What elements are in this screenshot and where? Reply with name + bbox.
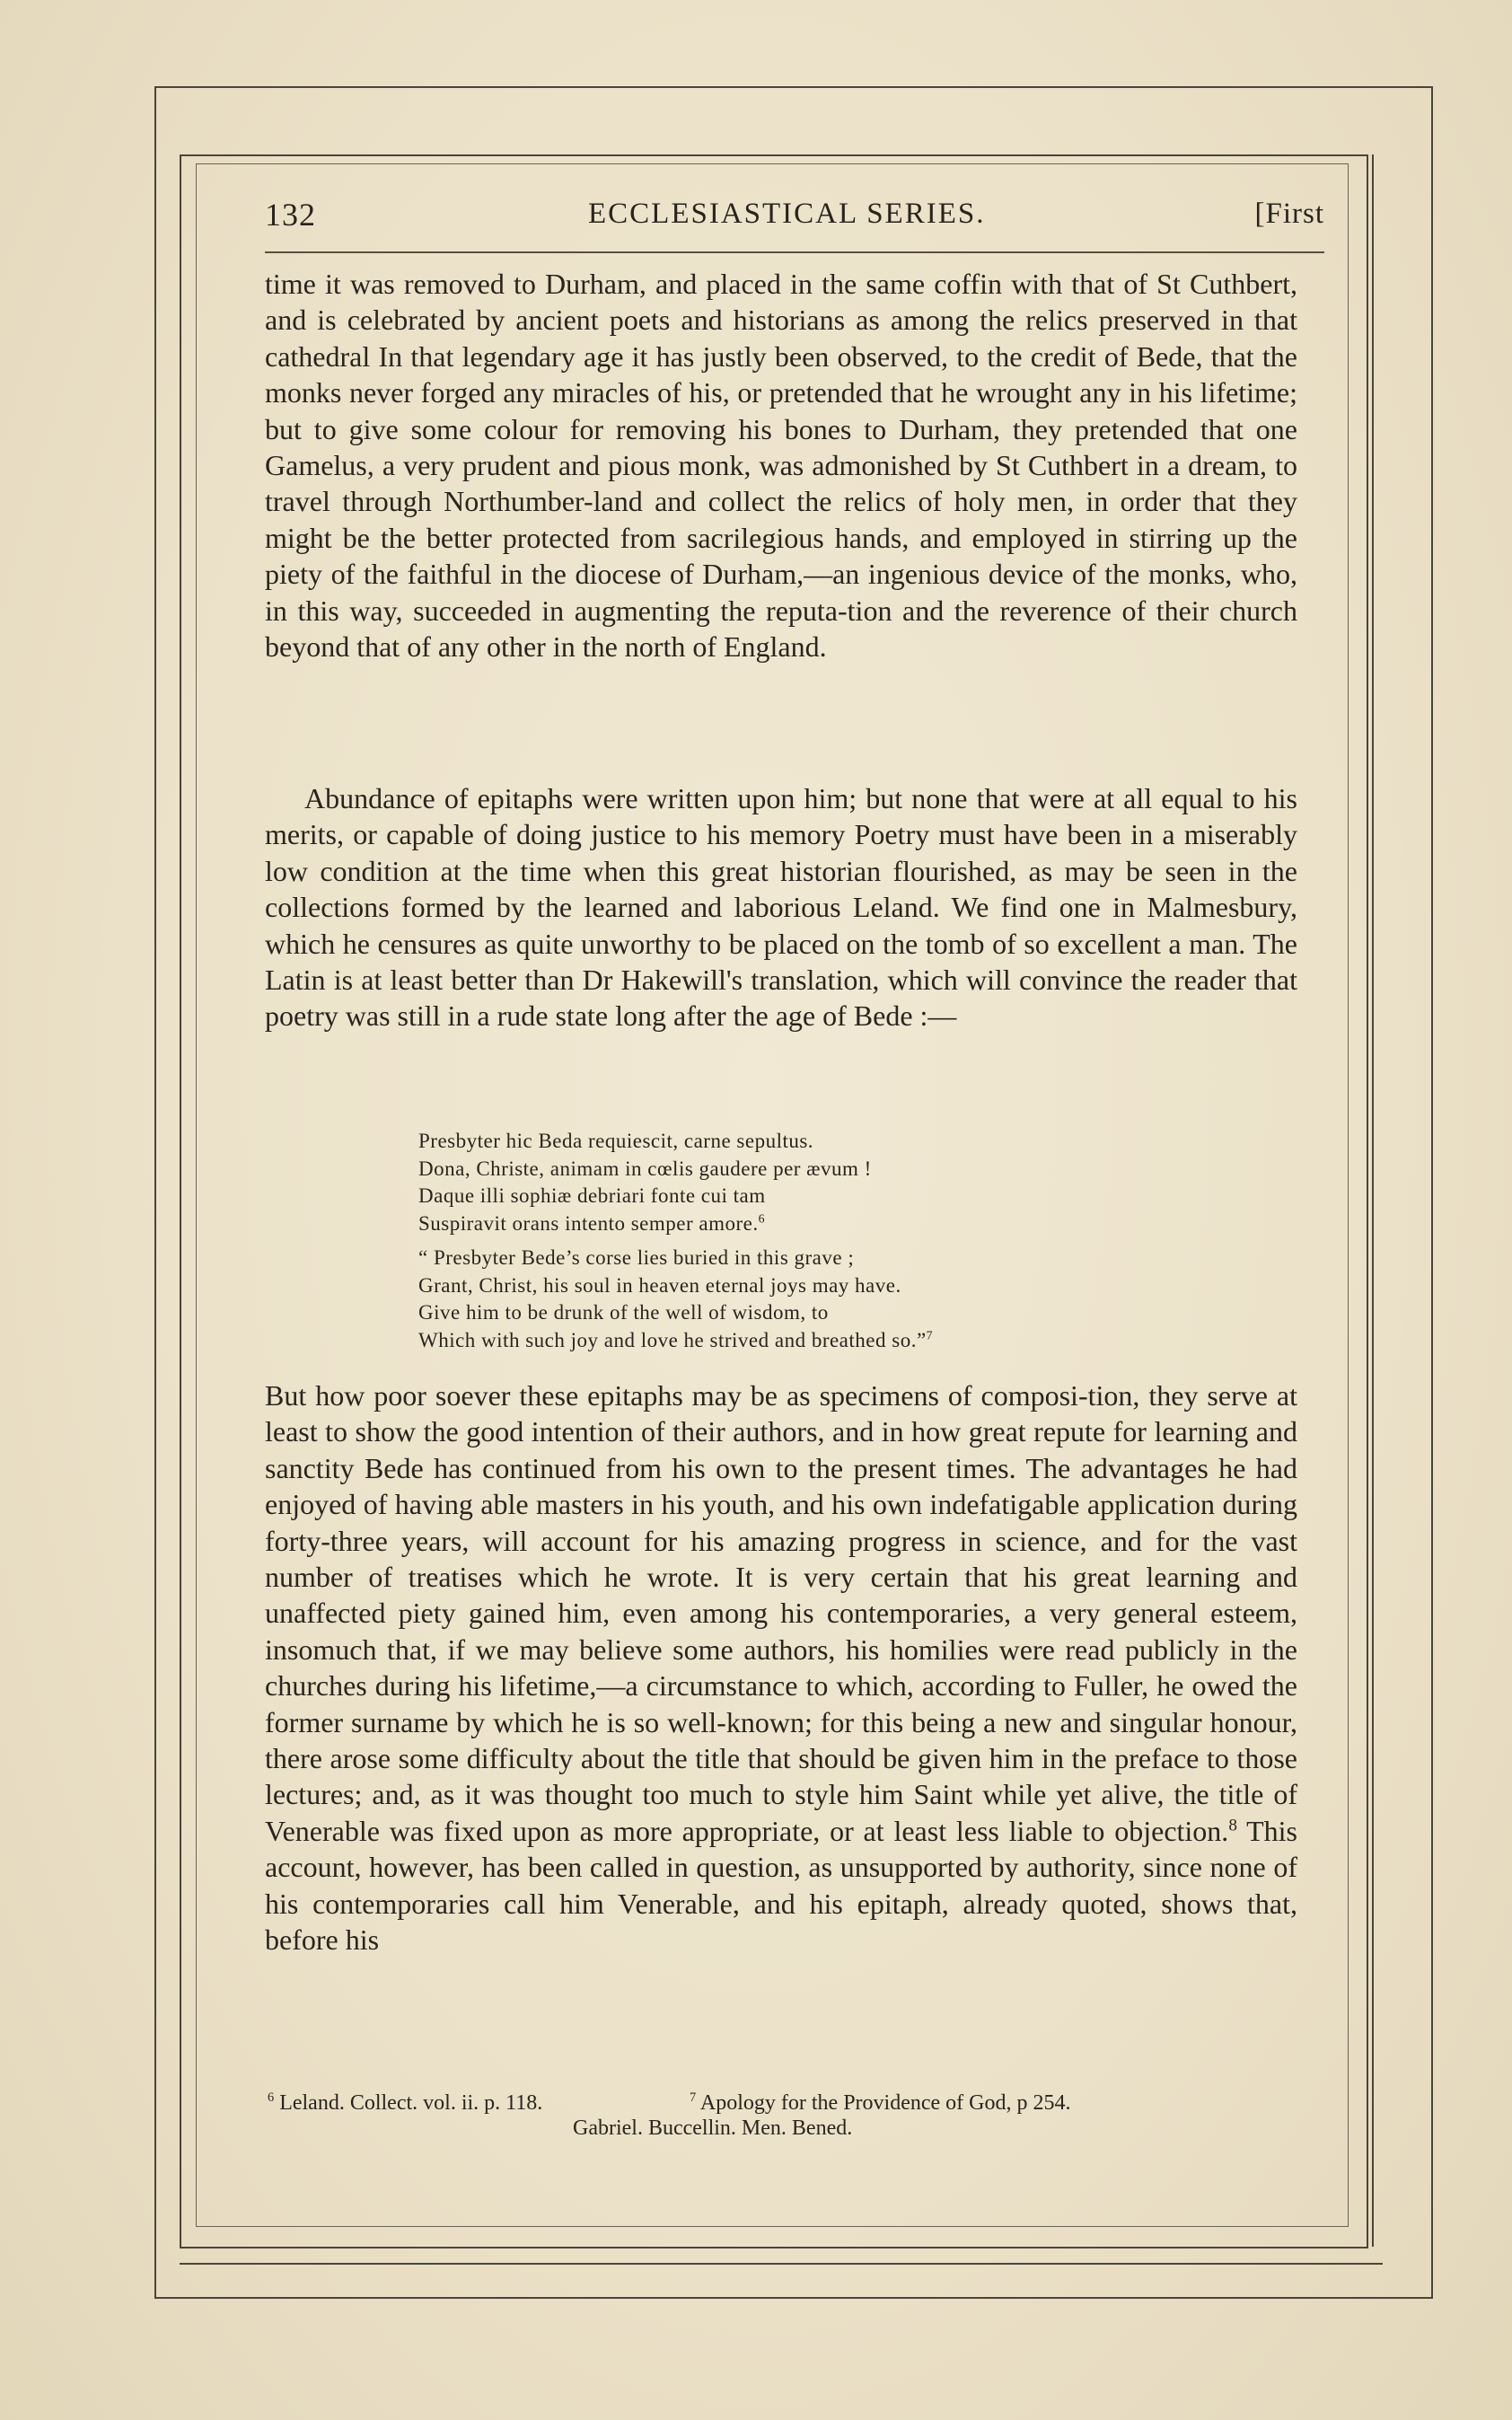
- footnote-ref-6: 6: [758, 1210, 766, 1225]
- footnote-7-marker: 7: [690, 2090, 697, 2105]
- footnote-ref-7: 7: [926, 1327, 934, 1342]
- english-line-1: “ Presbyter Bede’s corse lies buried in this grave ;: [418, 1246, 855, 1269]
- latin-line-3: Daque illi sophiæ debriari fonte cui tam: [418, 1184, 766, 1207]
- english-line-3: Give him to be drunk of the well of wisdom, to: [418, 1301, 829, 1324]
- running-title: ECCLESIASTICAL SERIES.: [588, 198, 986, 230]
- english-line-4-text: Which with such joy and love he strived and breathed so.”: [418, 1328, 927, 1351]
- paragraph-3-part-2: This account, however, has been called in question, as unsupported by authority, since none of his contemporaries call him Venerable, and his epitaph, already quoted, shows that, before his: [265, 1814, 1298, 1957]
- footnote-7-text-line-2: Gabriel. Buccellin. Men. Bened.: [573, 2116, 853, 2140]
- latin-line-2: Dona, Christe, animam in cœlis gaudere per ævum !: [418, 1157, 872, 1180]
- section-label: [First: [1254, 198, 1324, 230]
- right-margin-rule: [1372, 154, 1374, 2247]
- footnote-7-text-line-1: Apology for the Providence of God, p 254.: [699, 2091, 1071, 2115]
- footnotes: [268, 2090, 1309, 2153]
- latin-line-1: Presbyter hic Beda requiescit, carne sepultus.: [418, 1130, 814, 1152]
- paragraph-3: [265, 1377, 1297, 1958]
- footnote-7: [573, 2090, 1071, 2141]
- english-line-2: Grant, Christ, his soul in heaven eternal joys may have.: [418, 1273, 901, 1297]
- page-number: 132: [265, 197, 316, 233]
- footnote-6-marker: 6: [268, 2090, 275, 2105]
- latin-line-4-text: Suspiravit orans intento semper amore.: [418, 1211, 759, 1235]
- footnote-6-text: Leland. Collect. vol. ii. p. 118.: [279, 2091, 543, 2115]
- paragraph-1: time it was removed to Durham, and placed in the same coffin with that of St Cuthbert, and is celebrated by ancient poets and historians as among the relics preserved in that cathedral In that legendary age it has justly been observed, to the credit of Bede, that the monks never forged any miracles of his, or pretended that he wrought any in his lifetime; but to give some colour for removing his bones to Durham, they pretended that one Gamelus, a very prudent and pious monk, was admonished by St Cuthbert in a dream, to travel through Northumber-land and collect the relics of holy men, in order that they might be the better protected from sacrilegious hands, and employed in stirring up the piety of the faithful in the diocese of Durham,—an ingenious device of the monks, who, in this way, succeeded in augmenting the reputa-tion and the reverence of their church beyond that of any other in the north of England.: [265, 268, 1297, 664]
- page-header: [265, 196, 1324, 250]
- paragraph-2: Abundance of epitaphs were written upon him; but none that were at all equal to his merits, or capable of doing justice to his memory Poetry must have been in a miserably low condition at the time when this great historian flourished, as may be seen in the collections formed by the learned and laborious Leland. We find one in Malmesbury, which he censures as quite unworthy to be placed on the tomb of so excellent a man. The Latin is at least better than Dr Hakewill's translation, which will convince the reader that poetry was still in a rude state long after the age of Bede :—: [265, 782, 1297, 1033]
- english-line-4: [418, 1327, 933, 1355]
- footnote-6: [268, 2090, 542, 2116]
- footnote-ref-8: 8: [1228, 1816, 1237, 1835]
- header-rule: [265, 251, 1324, 253]
- paragraph-3-part-1: But how poor soever these epitaphs may be as specimens of composi-tion, they serve at least to show the good intention of their authors, and in how great repute for learning and sanctity Bede has continued from his own to the present times. The advantages he had enjoyed of having able masters in his youth, and his own indefatigable application during forty-three years, will account for his amazing progress in science, and for the vast number of treatises which he wrote. It is very certain that his great learning and unaffected piety gained him, even among his contemporaries, a very general esteem, insomuch that, if we may believe some authors, his homilies were read publicly in the churches during his lifetime,—a circumstance to which, according to Fuller, he owed the former surname by which he is so well-known; for this being a new and singular honour, there arose some difficulty about the title that should be given him in the preface to those lectures; and, as it was thought too much to style him Saint while yet alive, the title of Venerable was fixed upon as more appropriate, or at least less liable to objection.: [265, 1379, 1297, 1847]
- bottom-frame-rule: [180, 2263, 1383, 2265]
- english-translation: [418, 1245, 933, 1354]
- latin-line-4: [418, 1210, 872, 1238]
- latin-epitaph: [418, 1128, 872, 1237]
